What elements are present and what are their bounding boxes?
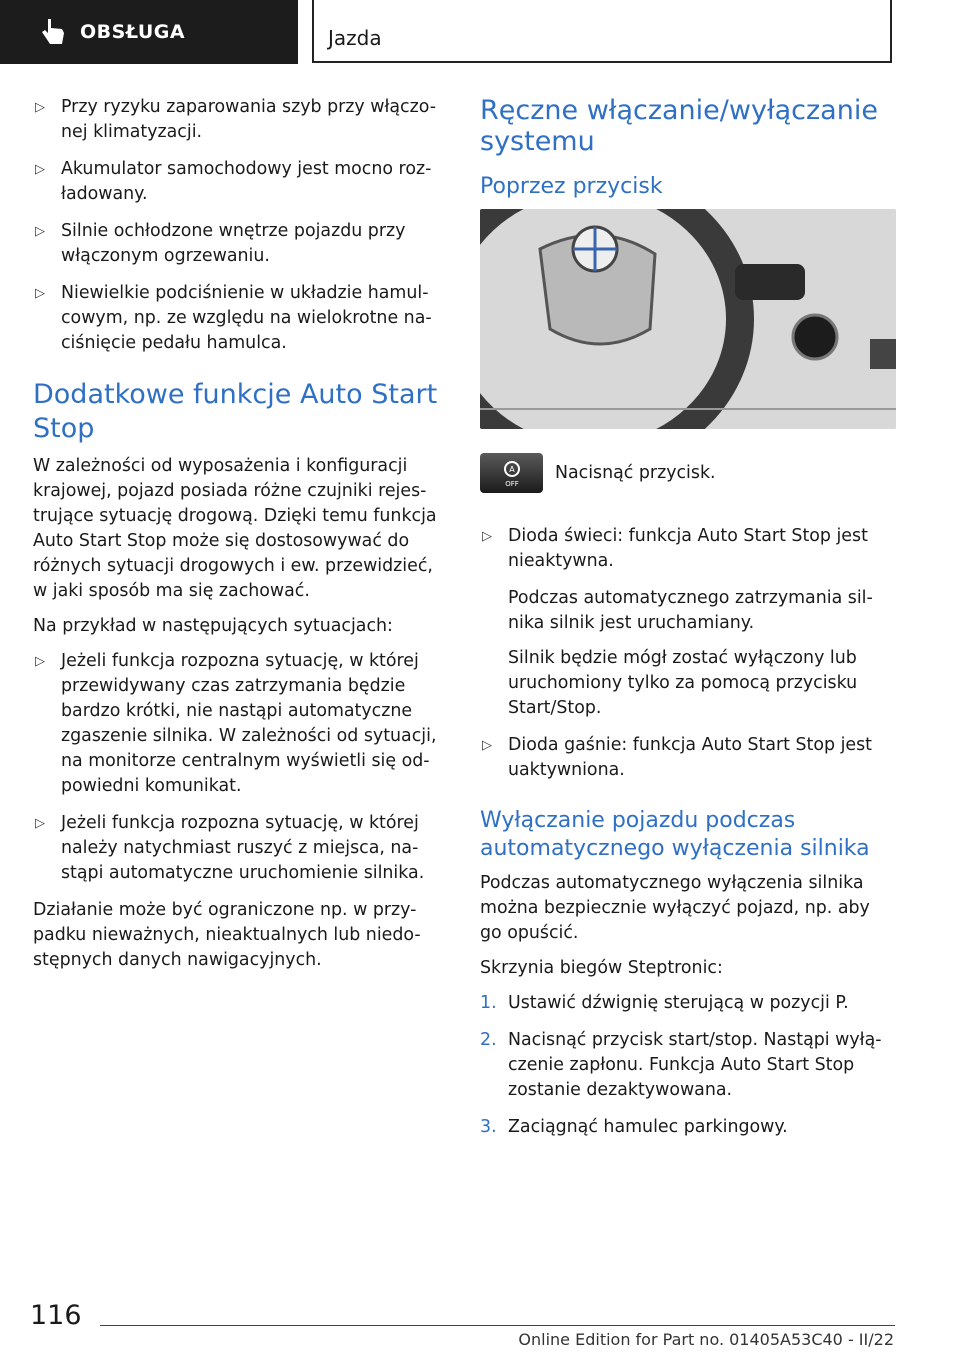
edition-note: Online Edition for Part no. 01405A53C40 - II/22 xyxy=(518,1330,894,1349)
chapter-title: Jazda xyxy=(328,26,382,50)
subheading: Wyłączanie pojazdu podczas automatycznego wyłączenia silnika xyxy=(480,808,870,861)
list-item: ▷ Przy ryzyku zaparowania szyb przy włączo-nej klimatyzacji. xyxy=(35,97,436,142)
paragraph: W zależności od wyposażenia i konfiguracji krajowej, pojazd posiada różne czujniki rejes-trujące sytuację drogową. Dzięki temu funkcja Auto Start Stop może się dostosowywać do różnych sytuacji drogowych i ew. przewidzieć, w jaki sposób ma się zachować. xyxy=(33,456,437,601)
triangle-bullet-icon: ▷ xyxy=(35,224,45,239)
list-item: ▷ Akumulator samochodowy jest mocno roz-ładowany. xyxy=(35,159,432,204)
list-item: ▷ Dioda gaśnie: funkcja Auto Start Stop jest uaktywniona. xyxy=(482,735,872,780)
hand-pointer-icon xyxy=(40,17,66,47)
list-item: ▷ Silnie ochłodzone wnętrze pojazdu przy włączonym ogrzewaniu. xyxy=(35,221,406,266)
section-label: OBSŁUGA xyxy=(80,21,186,43)
paragraph: Podczas automatycznego wyłączenia silnika można bezpiecznie wyłączyć pojazd, np. aby go opuścić. xyxy=(480,873,870,943)
paragraph: Na przykład w następujących sytuacjach: xyxy=(33,616,393,636)
right-column xyxy=(480,95,896,1152)
paragraph: Działanie może być ograniczone np. w przy-padku nieważnych, nieaktualnych lub niedo-stępnych danych nawigacyjnych. xyxy=(33,900,421,970)
page-number: 116 xyxy=(30,1300,82,1331)
paragraph: Silnik będzie mógł zostać wyłączony lub uruchomiony tylko za pomocą przycisku Start/Stop. xyxy=(508,648,858,718)
triangle-bullet-icon: ▷ xyxy=(482,529,492,544)
triangle-bullet-icon: ▷ xyxy=(35,100,45,115)
svg-text:A: A xyxy=(508,465,515,474)
instruction-text: Nacisnąć przycisk. xyxy=(555,463,716,483)
numbered-step: 2. Nacisnąć przycisk start/stop. Nastąpi wyłą-czenie zapłonu. Funkcja Auto Start Stop zostanie dezaktywowana. xyxy=(480,1030,882,1100)
list-item: ▷ Dioda świeci: funkcja Auto Start Stop jest nieaktywna. xyxy=(482,526,868,571)
paragraph: Podczas automatycznego zatrzymania sil-nika silnik jest uruchamiany. xyxy=(508,588,873,633)
svg-text:OFF: OFF xyxy=(504,480,519,488)
subheading: Poprzez przycisk xyxy=(480,174,663,199)
section-heading: Dodatkowe funkcje Auto Start Stop xyxy=(33,379,438,444)
list-item: ▷ Jeżeli funkcja rozpozna sytuację, w której należy natychmiast ruszyć z miejsca, na-stąpi automatyczne uruchomienie silnika. xyxy=(35,813,425,883)
footer-divider xyxy=(100,1325,895,1326)
triangle-bullet-icon: ▷ xyxy=(35,162,45,177)
chapter-box xyxy=(312,0,892,63)
triangle-bullet-icon: ▷ xyxy=(35,654,45,669)
auto-start-stop-button-icon xyxy=(480,453,543,493)
numbered-step: 1. Ustawić dźwignię sterującą w pozycji P. xyxy=(480,993,849,1013)
list-item: ▷ Jeżeli funkcja rozpozna sytuację, w której przewidywany czas zatrzymania będzie bardzo krótki, nie nastąpi automatyczne zgaszenie silnika. W zależności od sytuacji, na monitorze centralnym wyświetli się od-powiedni komunikat. xyxy=(35,651,437,796)
section-tab xyxy=(0,0,298,64)
button-instruction xyxy=(480,453,896,496)
triangle-bullet-icon: ▷ xyxy=(35,816,45,831)
steering-wheel-photo xyxy=(480,209,896,429)
triangle-bullet-icon: ▷ xyxy=(35,286,45,301)
triangle-bullet-icon: ▷ xyxy=(482,738,492,753)
left-column xyxy=(33,95,447,983)
numbered-step: 3. Zaciągnąć hamulec parkingowy. xyxy=(480,1117,788,1137)
paragraph: Skrzynia biegów Steptronic: xyxy=(480,958,723,978)
list-item: ▷ Niewielkie podciśnienie w układzie hamul-cowym, np. ze względu na wielokrotne na-ciśnięcie pedału hamulca. xyxy=(35,283,432,353)
section-heading: Ręczne włączanie/wyłączanie systemu xyxy=(480,95,878,157)
